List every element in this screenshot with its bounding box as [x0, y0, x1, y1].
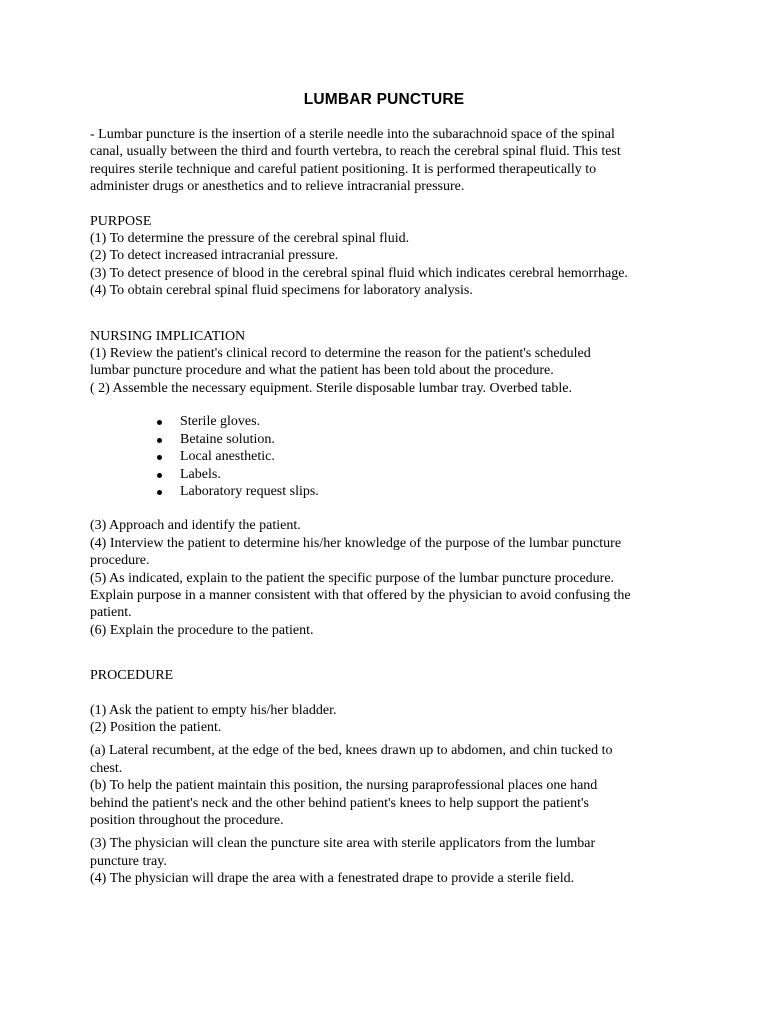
- document-body: [90, 126, 690, 888]
- procedure-line: (2) Position the patient.: [90, 719, 222, 735]
- intro-line: canal, usually between the third and fourth vertebra, to reach the cerebral spinal fluid. This test: [90, 144, 621, 160]
- bullet-icon: [157, 438, 162, 443]
- list-item-label: Laboratory request slips.: [180, 483, 319, 499]
- document-title: LUMBAR PUNCTURE: [303, 91, 465, 108]
- intro-line: - Lumbar puncture is the insertion of a sterile needle into the subarachnoid space of the spinal: [90, 127, 615, 142]
- purpose-heading: PURPOSE: [90, 213, 152, 229]
- bullet-icon: [157, 473, 162, 478]
- procedure-line: behind the patient's neck and the other behind patient's knees to help support the patient's: [90, 795, 589, 811]
- list-item-label: Labels.: [180, 466, 221, 482]
- purpose-item: (1) To determine the pressure of the cerebral spinal fluid.: [90, 231, 410, 247]
- intro-paragraph: [90, 126, 690, 196]
- list-item: [157, 431, 690, 448]
- bullet-icon: [157, 420, 162, 425]
- nursing-line: Explain purpose in a manner consistent with that offered by the physician to avoid confusing the: [90, 587, 631, 603]
- procedure-line: (b) To help the patient maintain this position, the nursing paraprofessional places one hand: [90, 778, 598, 794]
- procedure-section: [90, 667, 690, 887]
- list-item-label: Local anesthetic.: [180, 449, 275, 465]
- list-item: [157, 483, 690, 500]
- nursing-line: (4) Interview the patient to determine his/her knowledge of the purpose of the lumbar puncture: [90, 535, 622, 551]
- bullet-icon: [157, 490, 162, 495]
- nursing-line: (6) Explain the procedure to the patient.: [90, 622, 314, 638]
- procedure-line: (4) The physician will drape the area with a fenestrated drape to provide a sterile field.: [90, 871, 575, 887]
- purpose-section: [90, 213, 690, 300]
- nursing-line: patient.: [90, 605, 132, 621]
- purpose-item: (3) To detect presence of blood in the cerebral spinal fluid which indicates cerebral hemorrhage.: [90, 265, 628, 281]
- nursing-line: procedure.: [90, 553, 150, 569]
- intro-line: requires sterile technique and careful patient positioning. It is performed therapeutically to: [90, 161, 597, 177]
- procedure-line: (3) The physician will clean the puncture site area with sterile applicators from the lumbar: [90, 836, 596, 852]
- nursing-line: ( 2) Assemble the necessary equipment. Sterile disposable lumbar tray. Overbed table.: [90, 380, 572, 396]
- procedure-line: chest.: [90, 760, 123, 776]
- nursing-line: lumbar puncture procedure and what the patient has been told about the procedure.: [90, 363, 554, 379]
- procedure-line: position throughout the procedure.: [90, 813, 284, 828]
- purpose-item: (4) To obtain cerebral spinal fluid specimens for laboratory analysis.: [90, 283, 473, 299]
- nursing-implication-section: [90, 328, 690, 640]
- list-item: [157, 413, 690, 430]
- nursing-line: (5) As indicated, explain to the patient the specific purpose of the lumbar puncture procedure.: [90, 570, 615, 586]
- list-item-label: Betaine solution.: [180, 431, 275, 447]
- list-item: [157, 448, 690, 465]
- nursing-heading: NURSING IMPLICATION: [90, 328, 246, 344]
- list-item-label: Sterile gloves.: [180, 414, 261, 430]
- intro-line: administer drugs or anesthetics and to relieve intracranial pressure.: [90, 179, 465, 195]
- nursing-line: (1) Review the patient's clinical record to determine the reason for the patient's scheduled: [90, 346, 591, 362]
- procedure-heading: PROCEDURE: [90, 668, 174, 684]
- procedure-line: (1) Ask the patient to empty his/her bladder.: [90, 702, 337, 718]
- procedure-line: (a) Lateral recumbent, at the edge of the bed, knees drawn up to abdomen, and chin tucked to: [90, 743, 613, 759]
- bullet-icon: [157, 455, 162, 460]
- procedure-line: puncture tray.: [90, 853, 167, 869]
- nursing-line: (3) Approach and identify the patient.: [90, 518, 301, 534]
- list-item: [157, 466, 690, 483]
- purpose-item: (2) To detect increased intracranial pressure.: [90, 248, 339, 264]
- equipment-list: [90, 413, 690, 500]
